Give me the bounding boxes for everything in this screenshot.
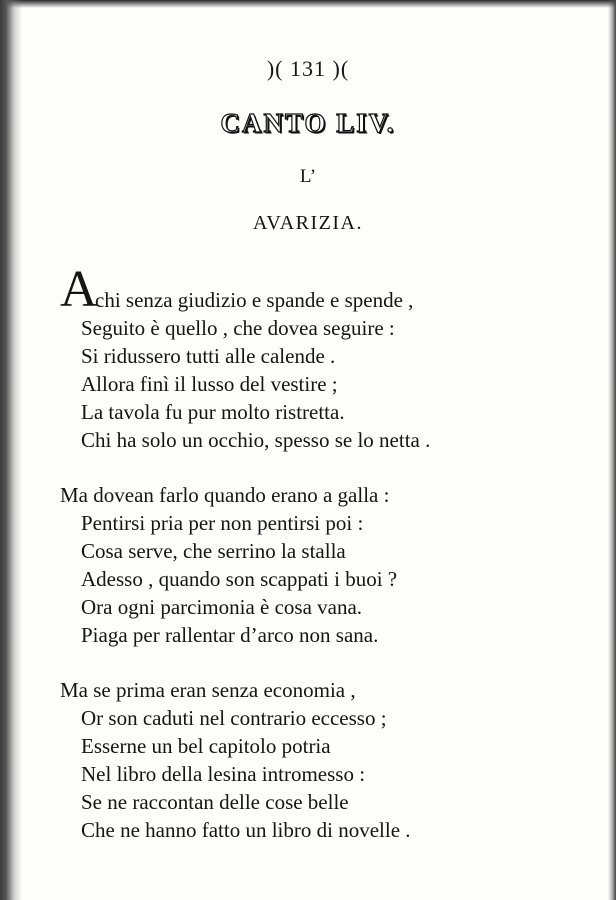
stanza-3: [0, 676, 616, 844]
title-article: L’: [299, 166, 317, 187]
verse-line: Or son caduti nel contrario eccesso ;: [81, 706, 387, 730]
drop-cap: A: [60, 261, 98, 318]
canto-title: CANTO LIV.: [220, 108, 396, 138]
verse-text: chi senza giudizio e spande e spende ,: [95, 288, 414, 312]
canto-subject: AVARIZIA.: [253, 212, 363, 234]
verse-line: Seguito è quello , che dovea seguire :: [81, 316, 395, 340]
stanza-1: [0, 261, 616, 454]
verse-line: Ma dovean farlo quando erano a galla :: [60, 483, 390, 507]
verse-line: Se ne raccontan delle cose belle: [81, 790, 349, 814]
verse-line: Nel libro della lesina intromesso :: [81, 762, 366, 786]
verse-line: Allora finì il lusso del vestire ;: [81, 372, 338, 396]
verse-line: [0, 261, 616, 318]
verse-line: Piaga per rallentar d’arco non sana.: [81, 623, 379, 647]
verse-line: Adesso , quando son scappati i buoi ?: [81, 567, 398, 591]
verse-line: La tavola fu pur molto ristretta.: [81, 400, 345, 424]
stanza-2: [0, 481, 616, 649]
verse-line: Pentirsi pria per non pentirsi poi :: [81, 511, 364, 535]
verse-line: Ora ogni parcimonia è cosa vana.: [81, 595, 363, 619]
verse-line: Si ridussero tutti alle calende .: [81, 344, 336, 368]
verse-line: Ma se prima eran senza economia ,: [60, 678, 356, 702]
verse-line: Che ne hanno fatto un libro di novelle .: [81, 818, 411, 842]
page-number: )( 131 )(: [266, 56, 350, 81]
verse-line: Chi ha solo un occhio, spesso se lo netta .: [81, 428, 431, 452]
verse-line: Cosa serve, che serrino la stalla: [81, 539, 346, 563]
scan-edge-top: [0, 0, 616, 8]
verse-line: Esserne un bel capitolo potria: [81, 734, 331, 758]
